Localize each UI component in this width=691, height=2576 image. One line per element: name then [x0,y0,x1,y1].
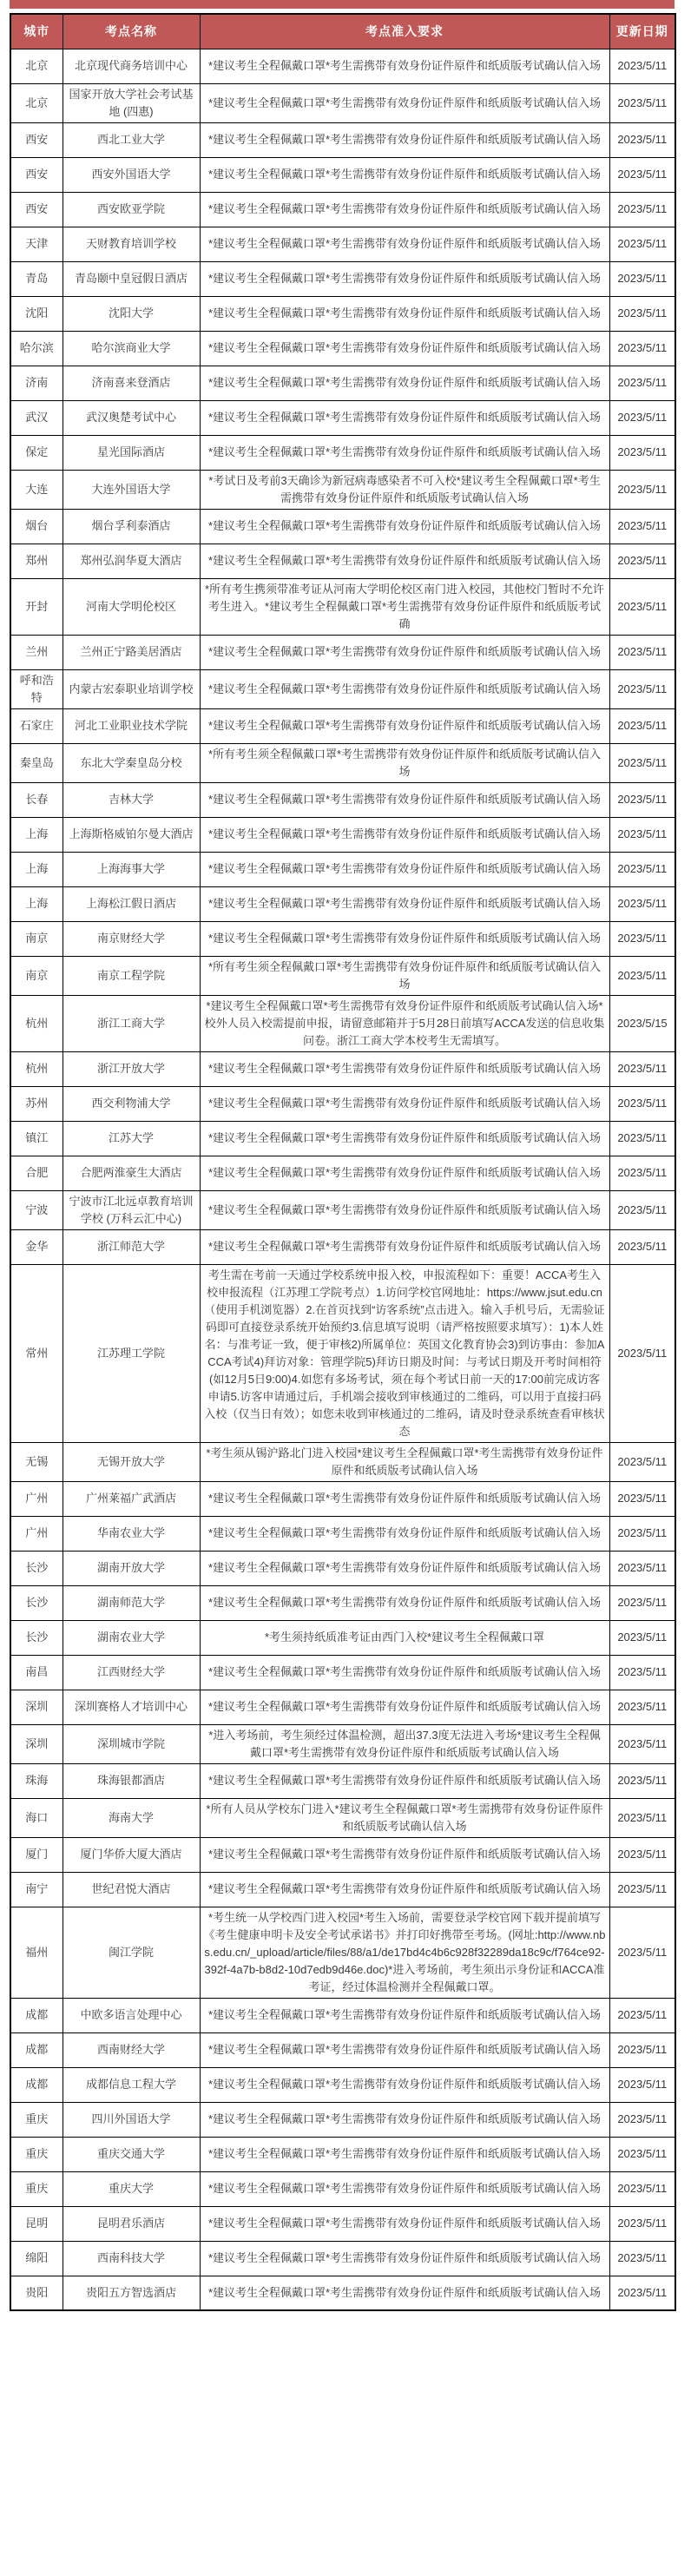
site-name-cell: 南京财经大学 [63,921,200,956]
city-cell: 镇江 [10,1121,63,1156]
requirements-cell: *考生须持纸质准考证由西门入校*建议考生全程佩戴口罩 [200,1620,609,1655]
update-date-cell: 2023/5/11 [609,635,675,669]
site-name-cell: 北京现代商务培训中心 [63,49,200,83]
update-date-cell: 2023/5/11 [609,83,675,122]
update-date-cell: 2023/5/11 [609,2276,675,2310]
update-date-cell: 2023/5/11 [609,669,675,708]
requirements-cell: *建议考生全程佩戴口罩*考生需携带有效身份证件原件和纸质版考试确认信入场 [200,2137,609,2171]
table-row [10,578,675,635]
table-row [10,470,675,509]
update-date-cell: 2023/5/11 [609,2137,675,2171]
site-name-cell: 哈尔滨商业大学 [63,331,200,366]
update-date-cell: 2023/5/11 [609,2206,675,2241]
update-date-cell: 2023/5/11 [609,1264,675,1442]
city-cell: 昆明 [10,2206,63,2241]
update-date-cell: 2023/5/11 [609,192,675,227]
city-cell: 天津 [10,227,63,261]
requirements-cell: *建议考生全程佩戴口罩*考生需携带有效身份证件原件和纸质版考试确认信入场 [200,669,609,708]
city-cell: 秦皇岛 [10,743,63,782]
site-name-cell: 闽江学院 [63,1907,200,1998]
site-name-cell: 江西财经大学 [63,1655,200,1690]
city-cell: 西安 [10,192,63,227]
table-row [10,886,675,921]
update-date-cell: 2023/5/11 [609,261,675,296]
city-cell: 武汉 [10,400,63,435]
update-date-cell: 2023/5/11 [609,1655,675,1690]
city-cell: 重庆 [10,2137,63,2171]
update-date-cell: 2023/5/11 [609,1872,675,1907]
city-cell: 烟台 [10,509,63,544]
table-row [10,544,675,578]
requirements-cell: *建议考生全程佩戴口罩*考生需携带有效身份证件原件和纸质版考试确认信入场 [200,366,609,400]
city-cell: 南京 [10,921,63,956]
table-row [10,49,675,83]
requirements-cell: *建议考生全程佩戴口罩*考生需携带有效身份证件原件和纸质版考试确认信入场 [200,49,609,83]
city-cell: 无锡 [10,1442,63,1481]
site-name-cell: 海南大学 [63,1798,200,1837]
top-accent-bar [10,0,675,9]
update-date-cell: 2023/5/11 [609,1481,675,1516]
city-cell: 常州 [10,1264,63,1442]
update-date-cell: 2023/5/11 [609,1551,675,1585]
update-date-cell: 2023/5/11 [609,743,675,782]
requirements-cell: *所有考生携须带准考证从河南大学明伦校区南门进入校园，其他校门暂时不允许考生进入。*建议考生全程佩戴口罩*考生需携带有效身份证件原件和纸质版考试确 [200,578,609,635]
site-name-cell: 西南财经大学 [63,2032,200,2067]
table-row [10,400,675,435]
city-cell: 成都 [10,1998,63,2032]
requirements-cell: *建议考生全程佩戴口罩*考生需携带有效身份证件原件和纸质版考试确认信入场 [200,192,609,227]
requirements-cell: *建议考生全程佩戴口罩*考生需携带有效身份证件原件和纸质版考试确认信入场 [200,1156,609,1190]
update-date-cell: 2023/5/11 [609,49,675,83]
update-date-cell: 2023/5/11 [609,1798,675,1837]
exam-sites-table [10,13,676,2311]
requirements-cell: *建议考生全程佩戴口罩*考生需携带有效身份证件原件和纸质版考试确认信入场 [200,331,609,366]
header-entry-requirements: 考点准入要求 [200,14,609,49]
site-name-cell: 重庆大学 [63,2171,200,2206]
requirements-cell: *建议考生全程佩戴口罩*考生需携带有效身份证件原件和纸质版考试确认信入场 [200,1690,609,1724]
update-date-cell: 2023/5/11 [609,435,675,470]
update-date-cell: 2023/5/11 [609,1907,675,1998]
site-name-cell: 湖南农业大学 [63,1620,200,1655]
table-row [10,366,675,400]
table-row [10,1763,675,1798]
city-cell: 石家庄 [10,708,63,743]
update-date-cell: 2023/5/11 [609,2032,675,2067]
requirements-cell: *建议考生全程佩戴口罩*考生需携带有效身份证件原件和纸质版考试确认信入场 [200,782,609,817]
update-date-cell: 2023/5/11 [609,1837,675,1872]
city-cell: 北京 [10,49,63,83]
table-row [10,2206,675,2241]
requirements-cell: *建议考生全程佩戴口罩*考生需携带有效身份证件原件和纸质版考试确认信入场 [200,2276,609,2310]
city-cell: 重庆 [10,2102,63,2137]
table-row [10,1907,675,1998]
update-date-cell: 2023/5/11 [609,1763,675,1798]
city-cell: 成都 [10,2032,63,2067]
update-date-cell: 2023/5/11 [609,1121,675,1156]
site-name-cell: 兰州正宁路美居酒店 [63,635,200,669]
requirements-cell: *建议考生全程佩戴口罩*考生需携带有效身份证件原件和纸质版考试确认信入场 [200,2171,609,2206]
site-name-cell: 四川外国语大学 [63,2102,200,2137]
update-date-cell: 2023/5/11 [609,366,675,400]
table-row [10,1837,675,1872]
site-name-cell: 成都信息工程大学 [63,2067,200,2102]
update-date-cell: 2023/5/11 [609,886,675,921]
table-row [10,669,675,708]
table-row [10,261,675,296]
city-cell: 长沙 [10,1620,63,1655]
site-name-cell: 青岛颐中皇冠假日酒店 [63,261,200,296]
table-row [10,1798,675,1837]
requirements-cell: *考生统一从学校西门进入校园*考生入场前，需要登录学校官网下载并提前填写《考生健康申明卡及安全考试承诺书》并打印好携带至考场。(网址:http://www.nbs.edu.cn/_upload/article/files/88/a1/de17bd4c4b6c928f32289da18c9c/f764ce92-392f-4a7b-b8d2-10d7edb9d46e.doc)*进入考场前，考生须出示身份证和ACCA准考证，经过体温检测并全程佩戴口罩。 [200,1907,609,1998]
city-cell: 福州 [10,1907,63,1998]
table-row [10,296,675,331]
requirements-cell: *建议考生全程佩戴口罩*考生需携带有效身份证件原件和纸质版考试确认信入场 [200,261,609,296]
city-cell: 广州 [10,1481,63,1516]
table-row [10,921,675,956]
city-cell: 哈尔滨 [10,331,63,366]
update-date-cell: 2023/5/11 [609,2102,675,2137]
table-row [10,2171,675,2206]
city-cell: 南京 [10,956,63,995]
requirements-cell: *建议考生全程佩戴口罩*考生需携带有效身份证件原件和纸质版考试确认信入场 [200,1585,609,1620]
site-name-cell: 东北大学秦皇岛分校 [63,743,200,782]
update-date-cell: 2023/5/11 [609,921,675,956]
site-name-cell: 西交利物浦大学 [63,1086,200,1121]
city-cell: 上海 [10,852,63,886]
update-date-cell: 2023/5/11 [609,1516,675,1551]
table-row [10,83,675,122]
city-cell: 成都 [10,2067,63,2102]
site-name-cell: 江苏大学 [63,1121,200,1156]
city-cell: 沈阳 [10,296,63,331]
table-row [10,157,675,192]
site-name-cell: 内蒙古宏泰职业培训学校 [63,669,200,708]
city-cell: 珠海 [10,1763,63,1798]
update-date-cell: 2023/5/11 [609,852,675,886]
table-row [10,1121,675,1156]
table-row [10,1551,675,1585]
table-row [10,956,675,995]
city-cell: 苏州 [10,1086,63,1121]
requirements-cell: *所有考生须全程佩戴口罩*考生需携带有效身份证件原件和纸质版考试确认信入场 [200,743,609,782]
city-cell: 西安 [10,122,63,157]
table-row [10,435,675,470]
requirements-cell: *建议考生全程佩戴口罩*考生需携带有效身份证件原件和纸质版考试确认信入场 [200,1655,609,1690]
site-name-cell: 浙江工商大学 [63,995,200,1051]
requirements-cell: *建议考生全程佩戴口罩*考生需携带有效身份证件原件和纸质版考试确认信入场 [200,157,609,192]
update-date-cell: 2023/5/11 [609,1229,675,1264]
requirements-cell: *建议考生全程佩戴口罩*考生需携带有效身份证件原件和纸质版考试确认信入场 [200,509,609,544]
requirements-cell: *考生须从锡沪路北门进入校园*建议考生全程佩戴口罩*考生需携带有效身份证件原件和纸质版考试确认信入场 [200,1442,609,1481]
requirements-cell: *建议考生全程佩戴口罩*考生需携带有效身份证件原件和纸质版考试确认信入场 [200,1872,609,1907]
update-date-cell: 2023/5/11 [609,782,675,817]
exam-sites-table-body [10,49,675,2310]
update-date-cell: 2023/5/11 [609,544,675,578]
table-row [10,635,675,669]
table-row [10,1229,675,1264]
site-name-cell: 武汉奥楚考试中心 [63,400,200,435]
update-date-cell: 2023/5/11 [609,1086,675,1121]
table-row [10,2137,675,2171]
update-date-cell: 2023/5/11 [609,1724,675,1763]
requirements-cell: *建议考生全程佩戴口罩*考生需携带有效身份证件原件和纸质版考试确认信入场*校外人员入校需提前申报，请留意邮箱并于5月28日前填写ACCA发送的信息收集问卷。浙江工商大学本校考生无需填写。 [200,995,609,1051]
city-cell: 保定 [10,435,63,470]
requirements-cell: *建议考生全程佩戴口罩*考生需携带有效身份证件原件和纸质版考试确认信入场 [200,1190,609,1229]
table-row [10,2032,675,2067]
site-name-cell: 济南喜来登酒店 [63,366,200,400]
update-date-cell: 2023/5/11 [609,708,675,743]
requirements-cell: *建议考生全程佩戴口罩*考生需携带有效身份证件原件和纸质版考试确认信入场 [200,708,609,743]
requirements-cell: *建议考生全程佩戴口罩*考生需携带有效身份证件原件和纸质版考试确认信入场 [200,1229,609,1264]
site-name-cell: 星光国际酒店 [63,435,200,470]
table-row [10,995,675,1051]
update-date-cell: 2023/5/11 [609,817,675,852]
requirements-cell: *建议考生全程佩戴口罩*考生需携带有效身份证件原件和纸质版考试确认信入场 [200,1763,609,1798]
requirements-cell: *建议考生全程佩戴口罩*考生需携带有效身份证件原件和纸质版考试确认信入场 [200,2241,609,2276]
update-date-cell: 2023/5/11 [609,122,675,157]
city-cell: 济南 [10,366,63,400]
site-name-cell: 上海海事大学 [63,852,200,886]
table-row [10,708,675,743]
city-cell: 长沙 [10,1551,63,1585]
header-city: 城市 [10,14,63,49]
requirements-cell: *建议考生全程佩戴口罩*考生需携带有效身份证件原件和纸质版考试确认信入场 [200,544,609,578]
table-row [10,331,675,366]
update-date-cell: 2023/5/11 [609,956,675,995]
table-row [10,2276,675,2310]
table-row [10,743,675,782]
city-cell: 呼和浩特 [10,669,63,708]
requirements-cell: *建议考生全程佩戴口罩*考生需携带有效身份证件原件和纸质版考试确认信入场 [200,2067,609,2102]
table-row [10,852,675,886]
requirements-cell: *建议考生全程佩戴口罩*考生需携带有效身份证件原件和纸质版考试确认信入场 [200,852,609,886]
site-name-cell: 合肥两淮豪生大酒店 [63,1156,200,1190]
site-name-cell: 深圳赛格人才培训中心 [63,1690,200,1724]
site-name-cell: 上海斯格威铂尔曼大酒店 [63,817,200,852]
site-name-cell: 天财教育培训学校 [63,227,200,261]
update-date-cell: 2023/5/11 [609,1690,675,1724]
table-row [10,1872,675,1907]
site-name-cell: 西安外国语大学 [63,157,200,192]
city-cell: 杭州 [10,1051,63,1086]
site-name-cell: 昆明君乐酒店 [63,2206,200,2241]
requirements-cell: *建议考生全程佩戴口罩*考生需携带有效身份证件原件和纸质版考试确认信入场 [200,296,609,331]
city-cell: 宁波 [10,1190,63,1229]
site-name-cell: 重庆交通大学 [63,2137,200,2171]
requirements-cell: *建议考生全程佩戴口罩*考生需携带有效身份证件原件和纸质版考试确认信入场 [200,400,609,435]
requirements-cell: *建议考生全程佩戴口罩*考生需携带有效身份证件原件和纸质版考试确认信入场 [200,1481,609,1516]
site-name-cell: 世纪君悦大酒店 [63,1872,200,1907]
requirements-cell: *建议考生全程佩戴口罩*考生需携带有效身份证件原件和纸质版考试确认信入场 [200,1051,609,1086]
city-cell: 西安 [10,157,63,192]
update-date-cell: 2023/5/11 [609,400,675,435]
update-date-cell: 2023/5/11 [609,1442,675,1481]
site-name-cell: 无锡开放大学 [63,1442,200,1481]
table-row [10,2241,675,2276]
site-name-cell: 烟台孚利泰酒店 [63,509,200,544]
requirements-cell: *建议考生全程佩戴口罩*考生需携带有效身份证件原件和纸质版考试确认信入场 [200,1837,609,1872]
site-name-cell: 贵阳五方智选酒店 [63,2276,200,2310]
city-cell: 厦门 [10,1837,63,1872]
update-date-cell: 2023/5/11 [609,157,675,192]
update-date-cell: 2023/5/11 [609,296,675,331]
update-date-cell: 2023/5/11 [609,470,675,509]
city-cell: 贵阳 [10,2276,63,2310]
site-name-cell: 大连外国语大学 [63,470,200,509]
table-row [10,1998,675,2032]
update-date-cell: 2023/5/11 [609,578,675,635]
city-cell: 金华 [10,1229,63,1264]
update-date-cell: 2023/5/11 [609,1998,675,2032]
table-row [10,1086,675,1121]
table-row [10,1481,675,1516]
requirements-cell: 考生需在考前一天通过学校系统申报入校，申报流程如下：重要！ACCA考生入校申报流程（江苏理工学院考点）1.访问学校官网地址：https://www.jsut.edu.cn（使用手机浏览器）2.在首页找到“访客系统”点击进入。输入手机号后，无需验证码即可直接登录系统开始预约3.信息填写说明（请严格按照要求填写）：1)本人姓名：与准考证一致，便于审核2)所属单位：英国文化教育协会3)到访事由：参加ACCA考试4)拜访对象：管理学院5)拜访日期及时间：与考试日期及开考时间相符(如12月5日9:00)4.如您有多场考试，须在每个考试日前一天的17:00前完成访客申请5.访客申请通过后，手机端会接收到审核通过的二维码，可以用于直接扫码入校（仅当日有效）；如您未收到审核通过的二维码，请及时登录系统查看审核状态 [200,1264,609,1442]
site-name-cell: 国家开放大学社会考试基地 (四惠) [63,83,200,122]
requirements-cell: *进入考场前，考生须经过体温检测，超出37.3度无法进入考场*建议考生全程佩戴口罩*考生需携带有效身份证件原件和纸质版考试确认信入场 [200,1724,609,1763]
requirements-cell: *建议考生全程佩戴口罩*考生需携带有效身份证件原件和纸质版考试确认信入场 [200,635,609,669]
city-cell: 兰州 [10,635,63,669]
city-cell: 南昌 [10,1655,63,1690]
city-cell: 重庆 [10,2171,63,2206]
table-row [10,1156,675,1190]
city-cell: 北京 [10,83,63,122]
requirements-cell: *建议考生全程佩戴口罩*考生需携带有效身份证件原件和纸质版考试确认信入场 [200,817,609,852]
table-row [10,1516,675,1551]
table-row [10,227,675,261]
site-name-cell: 沈阳大学 [63,296,200,331]
city-cell: 合肥 [10,1156,63,1190]
header-site-name: 考点名称 [63,14,200,49]
update-date-cell: 2023/5/11 [609,1051,675,1086]
site-name-cell: 西安欧亚学院 [63,192,200,227]
city-cell: 绵阳 [10,2241,63,2276]
update-date-cell: 2023/5/11 [609,1156,675,1190]
table-row [10,192,675,227]
table-row [10,1620,675,1655]
update-date-cell: 2023/5/11 [609,2171,675,2206]
site-name-cell: 上海松江假日酒店 [63,886,200,921]
requirements-cell: *所有人员从学校东门进入*建议考生全程佩戴口罩*考生需携带有效身份证件原件和纸质版考试确认信入场 [200,1798,609,1837]
table-row [10,1655,675,1690]
requirements-cell: *建议考生全程佩戴口罩*考生需携带有效身份证件原件和纸质版考试确认信入场 [200,2102,609,2137]
table-header-row [10,14,675,49]
update-date-cell: 2023/5/11 [609,2241,675,2276]
table-row [10,1690,675,1724]
city-cell: 杭州 [10,995,63,1051]
requirements-cell: *建议考生全程佩戴口罩*考生需携带有效身份证件原件和纸质版考试确认信入场 [200,2032,609,2067]
update-date-cell: 2023/5/15 [609,995,675,1051]
requirements-cell: *建议考生全程佩戴口罩*考生需携带有效身份证件原件和纸质版考试确认信入场 [200,435,609,470]
header-update-date: 更新日期 [609,14,675,49]
site-name-cell: 郑州弘润华夏大酒店 [63,544,200,578]
table-row [10,817,675,852]
requirements-cell: *所有考生须全程佩戴口罩*考生需携带有效身份证件原件和纸质版考试确认信入场 [200,956,609,995]
city-cell: 大连 [10,470,63,509]
requirements-cell: *建议考生全程佩戴口罩*考生需携带有效身份证件原件和纸质版考试确认信入场 [200,227,609,261]
city-cell: 开封 [10,578,63,635]
site-name-cell: 吉林大学 [63,782,200,817]
requirements-cell: *建议考生全程佩戴口罩*考生需携带有效身份证件原件和纸质版考试确认信入场 [200,122,609,157]
table-row [10,1724,675,1763]
requirements-cell: *建议考生全程佩戴口罩*考生需携带有效身份证件原件和纸质版考试确认信入场 [200,1516,609,1551]
city-cell: 深圳 [10,1724,63,1763]
site-name-cell: 河北工业职业技术学院 [63,708,200,743]
city-cell: 上海 [10,817,63,852]
requirements-cell: *建议考生全程佩戴口罩*考生需携带有效身份证件原件和纸质版考试确认信入场 [200,2206,609,2241]
update-date-cell: 2023/5/11 [609,509,675,544]
table-row [10,122,675,157]
site-name-cell: 深圳城市学院 [63,1724,200,1763]
city-cell: 青岛 [10,261,63,296]
site-name-cell: 湖南师范大学 [63,1585,200,1620]
site-name-cell: 西北工业大学 [63,122,200,157]
site-name-cell: 广州莱福广武酒店 [63,1481,200,1516]
table-row [10,2102,675,2137]
table-row [10,1190,675,1229]
requirements-cell: *建议考生全程佩戴口罩*考生需携带有效身份证件原件和纸质版考试确认信入场 [200,921,609,956]
table-row [10,782,675,817]
table-row [10,1051,675,1086]
requirements-cell: *建议考生全程佩戴口罩*考生需携带有效身份证件原件和纸质版考试确认信入场 [200,1121,609,1156]
city-cell: 深圳 [10,1690,63,1724]
requirements-cell: *建议考生全程佩戴口罩*考生需携带有效身份证件原件和纸质版考试确认信入场 [200,1086,609,1121]
site-name-cell: 中欧多语言处理中心 [63,1998,200,2032]
requirements-cell: *建议考生全程佩戴口罩*考生需携带有效身份证件原件和纸质版考试确认信入场 [200,886,609,921]
table-row [10,1442,675,1481]
table-row [10,1585,675,1620]
site-name-cell: 浙江开放大学 [63,1051,200,1086]
table-row [10,1264,675,1442]
update-date-cell: 2023/5/11 [609,1585,675,1620]
site-name-cell: 华南农业大学 [63,1516,200,1551]
update-date-cell: 2023/5/11 [609,227,675,261]
requirements-cell: *建议考生全程佩戴口罩*考生需携带有效身份证件原件和纸质版考试确认信入场 [200,1998,609,2032]
site-name-cell: 厦门华侨大厦大酒店 [63,1837,200,1872]
site-name-cell: 江苏理工学院 [63,1264,200,1442]
site-name-cell: 宁波市江北远卓教育培训学校 (万科云汇中心) [63,1190,200,1229]
city-cell: 广州 [10,1516,63,1551]
city-cell: 郑州 [10,544,63,578]
update-date-cell: 2023/5/11 [609,1620,675,1655]
table-row [10,509,675,544]
city-cell: 长沙 [10,1585,63,1620]
site-name-cell: 珠海银都酒店 [63,1763,200,1798]
requirements-cell: *建议考生全程佩戴口罩*考生需携带有效身份证件原件和纸质版考试确认信入场 [200,1551,609,1585]
requirements-cell: *建议考生全程佩戴口罩*考生需携带有效身份证件原件和纸质版考试确认信入场 [200,83,609,122]
site-name-cell: 浙江师范大学 [63,1229,200,1264]
city-cell: 南宁 [10,1872,63,1907]
site-name-cell: 湖南开放大学 [63,1551,200,1585]
city-cell: 长春 [10,782,63,817]
city-cell: 上海 [10,886,63,921]
site-name-cell: 西南科技大学 [63,2241,200,2276]
update-date-cell: 2023/5/11 [609,2067,675,2102]
table-header [10,14,675,49]
city-cell: 海口 [10,1798,63,1837]
site-name-cell: 南京工程学院 [63,956,200,995]
requirements-cell: *考试日及考前3天确诊为新冠病毒感染者不可入校*建议考生全程佩戴口罩*考生需携带有效身份证件原件和纸质版考试确认信入场 [200,470,609,509]
update-date-cell: 2023/5/11 [609,1190,675,1229]
table-row [10,2067,675,2102]
site-name-cell: 河南大学明伦校区 [63,578,200,635]
update-date-cell: 2023/5/11 [609,331,675,366]
